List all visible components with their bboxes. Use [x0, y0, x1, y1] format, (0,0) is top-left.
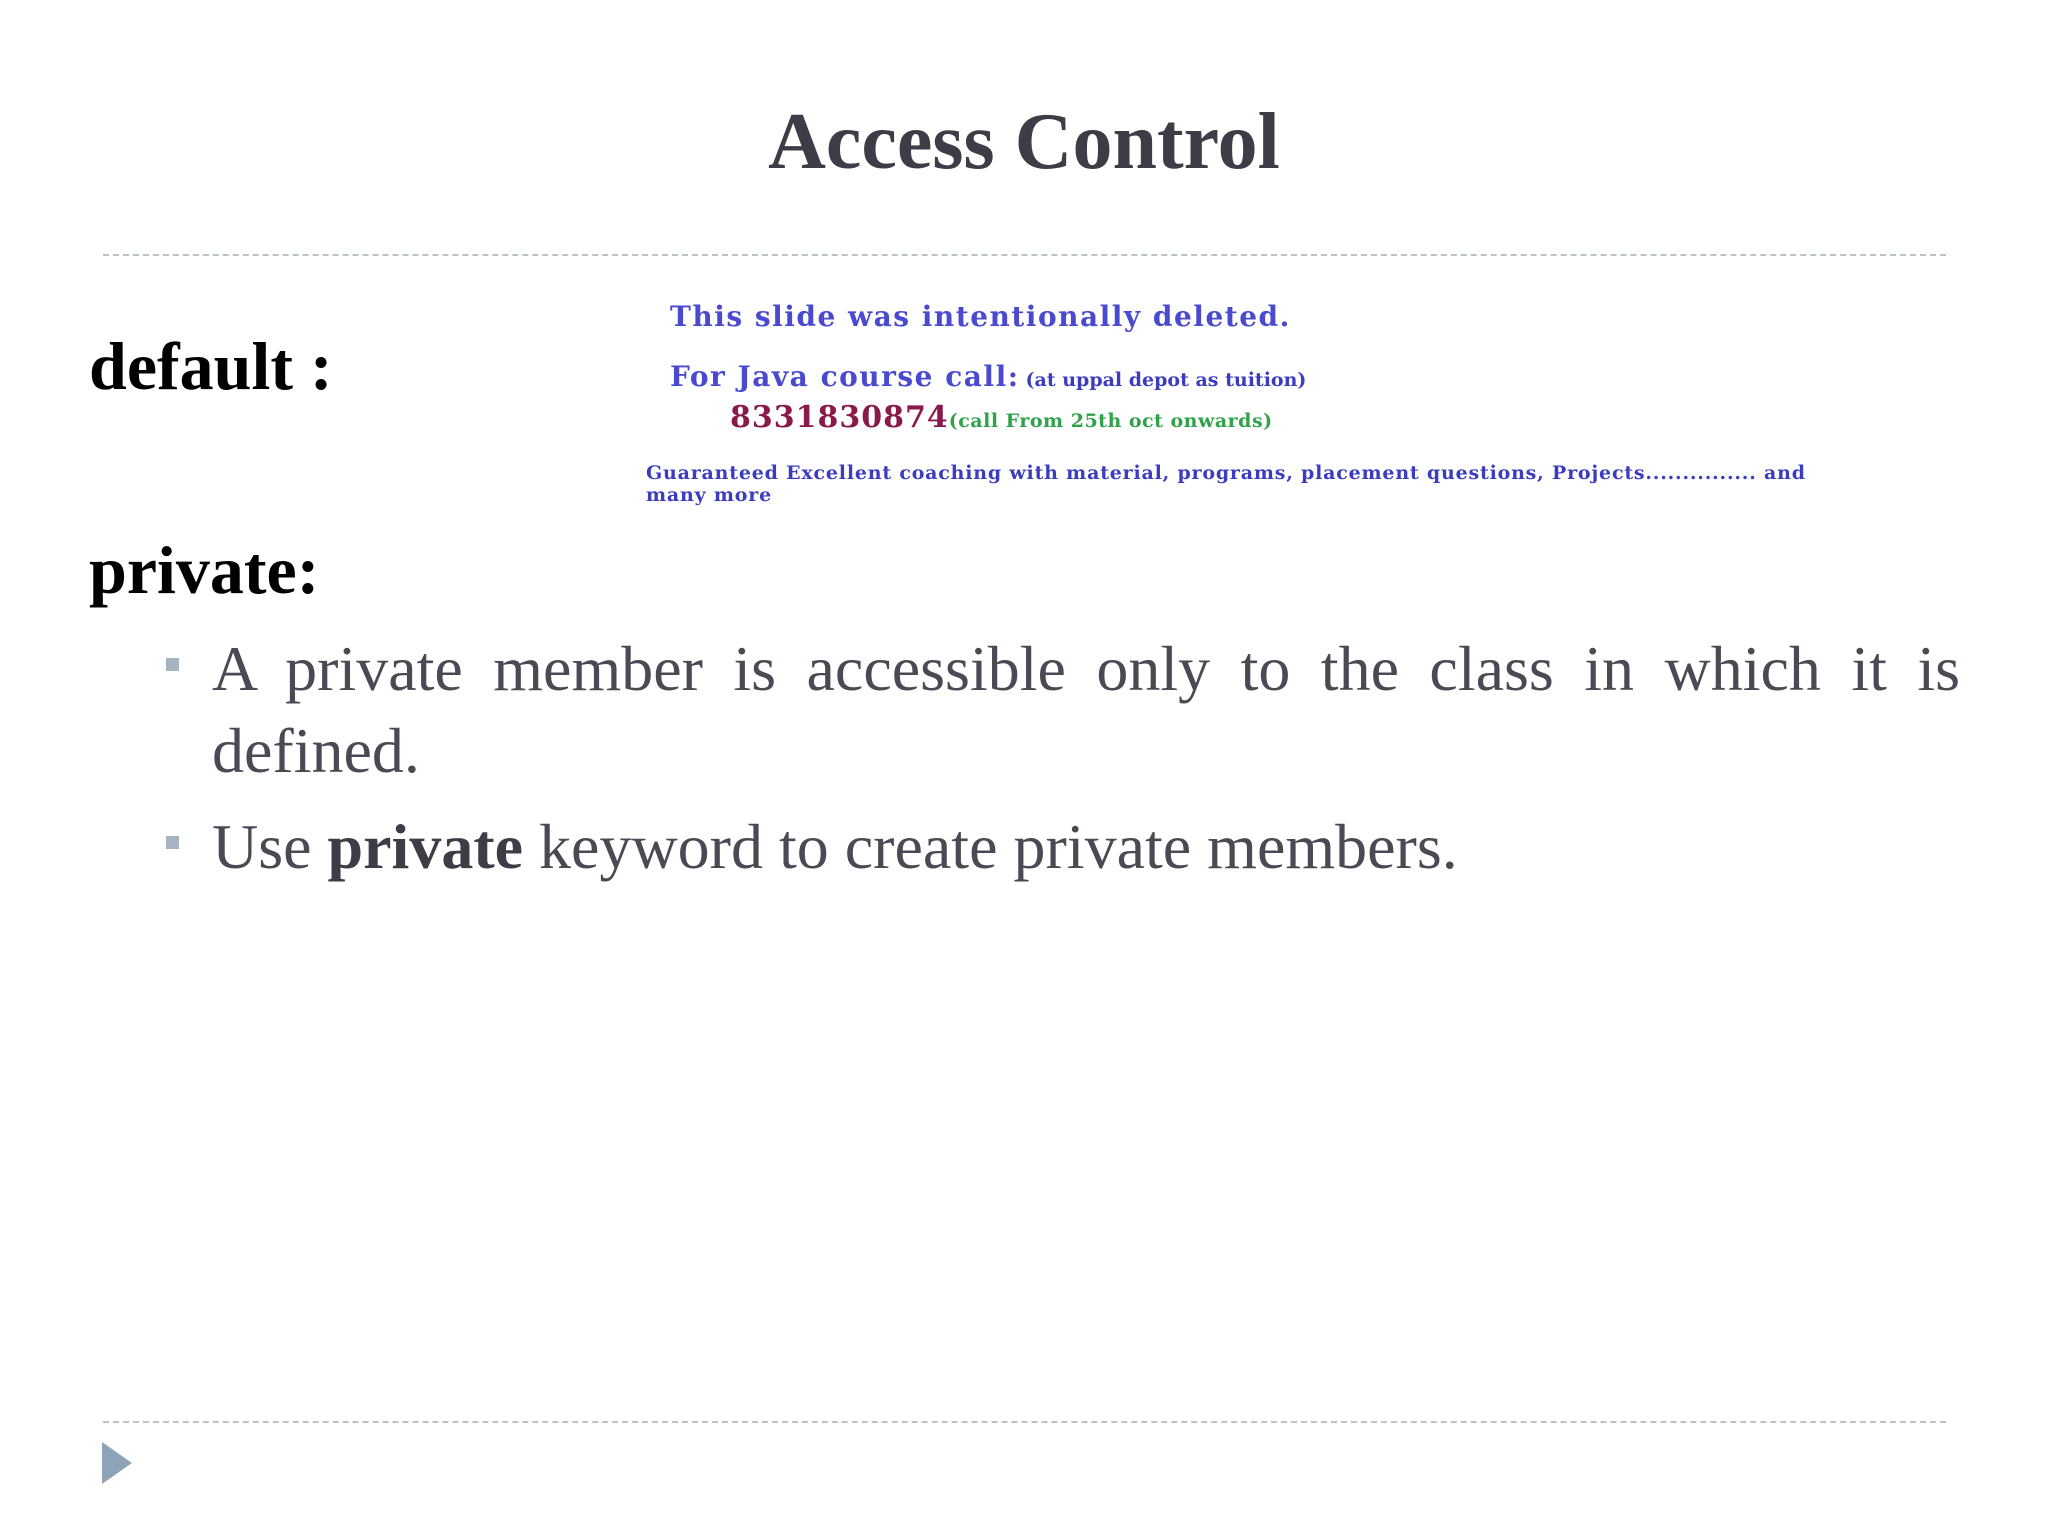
private-bullet-list: [160, 628, 1960, 902]
bullet-text-2-pre: Use: [212, 811, 328, 882]
notice-course-call: For Java course call:: [670, 360, 1020, 393]
square-bullet-icon: [166, 836, 179, 849]
slide-title: Access Control: [768, 98, 1280, 186]
deleted-slide-notice: [640, 292, 1820, 526]
bullet-text-2-keyword: private: [327, 811, 524, 882]
notice-course-line: [670, 360, 1306, 393]
private-heading: private:: [89, 532, 320, 608]
bottom-divider: [103, 1421, 1946, 1423]
bullet-text-1: A private member is accessible only to the class in which it is defined.: [212, 633, 1960, 786]
top-divider: [103, 254, 1946, 256]
bullet-text-2-post: keyword to create private members.: [523, 811, 1458, 882]
notice-phone-line: [730, 400, 1273, 435]
notice-location: (at uppal depot as tuition): [1025, 369, 1307, 391]
default-heading: default :: [89, 328, 333, 404]
notice-phone-note: (call From 25th oct onwards): [948, 410, 1273, 432]
notice-deleted-line: This slide was intentionally deleted.: [670, 300, 1291, 333]
play-triangle-icon[interactable]: [102, 1442, 132, 1484]
square-bullet-icon: [166, 658, 179, 671]
notice-guarantee-text: Guaranteed Excellent coaching with material, programs, placement questions, Projects............... and many more: [646, 462, 1806, 506]
notice-phone-number: 8331830874: [730, 400, 949, 435]
list-item: [160, 628, 1960, 792]
list-item: [160, 806, 1960, 888]
